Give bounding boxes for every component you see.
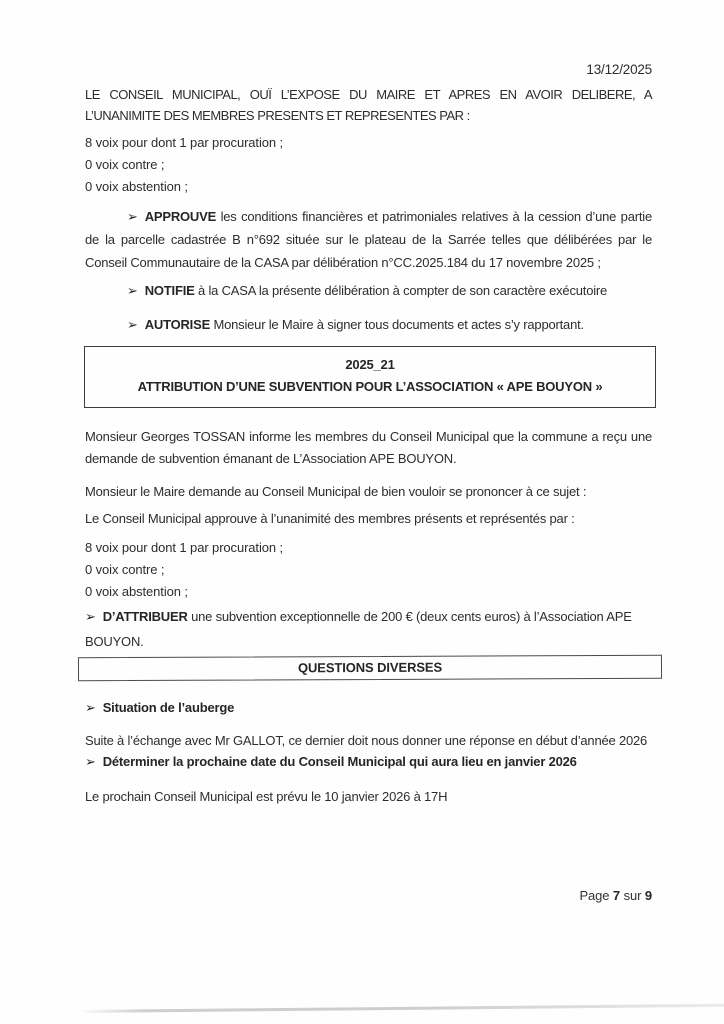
paragraph-tossan: Monsieur Georges TOSSAN informe les membres du Conseil Municipal que la commune a reçu une demande de subvention émanant de L’Association APE BOUYON. [85, 429, 652, 466]
arrow-bullet-icon: ➢ [127, 209, 138, 224]
decision-item-notifie [85, 280, 652, 302]
decision-text: les conditions financières et patrimoniales relatives à la cession d’une partie de la parcelle cadastrée B n°692 située sur le plateau de la Sarrée telles que délibérées par le Conseil Communautaire de la CASA par délibération n°CC.2025.184 du 17 novembre 2025 ; [85, 209, 652, 270]
question-heading-auberge [85, 699, 652, 717]
decision-item-autorise [85, 314, 652, 336]
decision-item-attribuer [85, 604, 652, 654]
vote-line-pour: 8 voix pour dont 1 par procuration ; [85, 540, 284, 555]
arrow-bullet-icon: ➢ [85, 754, 96, 769]
decision-label: AUTORISE [144, 317, 211, 332]
decision-label: APPROUVE [144, 209, 217, 224]
question-body-prochaine-date: Le prochain Conseil Municipal est prévu le 10 janvier 2026 à 17H [85, 789, 448, 804]
decision-text: à la CASA la présente délibération à compter de son caractère exécutoire [194, 283, 608, 298]
deliberation-intro-paragraph: LE CONSEIL MUNICIPAL, OUÏ L’EXPOSE DU MAIRE ET APRES EN AVOIR DELIBERE, A L’UNANIMITE DES MEMBRES PRESENTS ET REPRESENTES PAR : [85, 87, 652, 123]
decision-list [85, 205, 652, 336]
scan-edge-shadow [78, 1004, 724, 1013]
footer-separator: sur [620, 888, 645, 903]
document-date: 13/12/2025 [586, 62, 652, 77]
vote-line-abstention: 0 voix abstention ; [85, 179, 188, 194]
arrow-bullet-icon: ➢ [127, 283, 138, 298]
vote-line-contre: 0 voix contre ; [85, 157, 165, 172]
vote-results-block-2 [85, 537, 652, 603]
footer-page-number: 7 [612, 888, 621, 903]
question-body-auberge: Suite à l’échange avec Mr GALLOT, ce dernier doit nous donner une réponse en début d’année 2026 [85, 733, 648, 748]
page-content [85, 62, 652, 809]
question-heading-text: Déterminer la prochaine date du Conseil Municipal qui aura lieu en janvier 2026 [102, 754, 577, 769]
vote-results-block [85, 132, 652, 198]
page-number-footer [579, 888, 652, 903]
decision-text: une subvention exceptionnelle de 200 € (deux cents euros) à l’Association APE BOUYON. [85, 609, 632, 649]
question-heading-text: Situation de l’auberge [102, 700, 235, 715]
decision-text: Monsieur le Maire à signer tous documents et actes s’y rapportant. [210, 317, 584, 332]
arrow-bullet-icon: ➢ [85, 609, 96, 624]
paragraph-approuve-unanimite: Le Conseil Municipal approuve à l’unanimité des membres présents et représentés par : [85, 511, 575, 526]
vote-line-contre: 0 voix contre ; [85, 562, 165, 577]
vote-line-abstention: 0 voix abstention ; [85, 584, 188, 599]
decision-label: D’ATTRIBUER [102, 609, 188, 624]
deliberation-number: 2025_21 [345, 357, 395, 372]
decision-label: NOTIFIE [144, 283, 195, 298]
decision-item-approuve [85, 205, 652, 274]
footer-total-pages: 9 [644, 888, 652, 903]
questions-diverses-title-box: QUESTIONS DIVERSES [78, 655, 662, 682]
question-heading-prochaine-date [85, 753, 652, 771]
paragraph-maire-demande: Monsieur le Maire demande au Conseil Municipal de bien vouloir se prononcer à ce sujet : [85, 484, 587, 499]
arrow-bullet-icon: ➢ [127, 317, 138, 332]
deliberation-title: ATTRIBUTION D’UNE SUBVENTION POUR L’ASSOCIATION « APE BOUYON » [137, 379, 603, 394]
footer-prefix: Page [579, 888, 613, 903]
arrow-bullet-icon: ➢ [85, 700, 96, 715]
vote-line-pour: 8 voix pour dont 1 par procuration ; [85, 135, 284, 150]
deliberation-title-box [84, 346, 656, 408]
